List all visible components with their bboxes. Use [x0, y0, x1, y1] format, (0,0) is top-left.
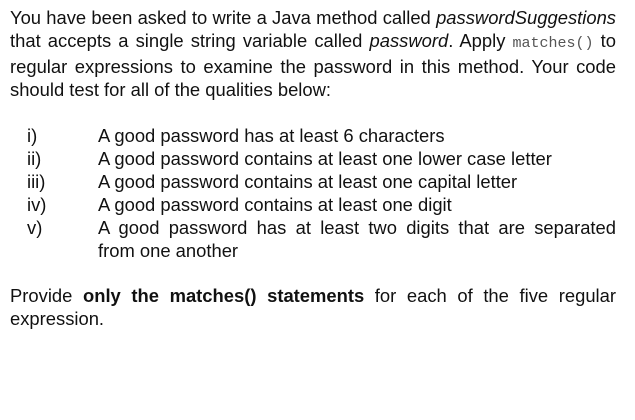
matches-code: matches(): [512, 35, 594, 52]
list-marker: iv): [27, 194, 47, 215]
list-item: [10, 170, 616, 193]
assignment-document: [10, 6, 616, 330]
list-text: A good password contains at least one lower case letter: [98, 148, 552, 169]
param-name: password: [369, 30, 449, 51]
list-item: [10, 124, 616, 147]
closing-bold: only the matches() statements: [82, 285, 365, 306]
list-marker: i): [27, 125, 38, 146]
list-text: A good password has at least 6 characters: [98, 125, 445, 146]
intro-text-2: that accepts a single string variable called: [10, 30, 363, 51]
intro-text-1: You have been asked to write a Java method called: [10, 7, 431, 28]
list-text: A good password contains at least one capital letter: [98, 171, 518, 192]
list-item: [10, 147, 616, 170]
list-item: [10, 216, 616, 262]
method-name: passwordSuggestions: [436, 7, 616, 28]
qualities-list: [10, 124, 616, 262]
list-item: [10, 193, 616, 216]
closing-paragraph: [10, 284, 616, 330]
list-marker: iii): [27, 171, 46, 192]
intro-paragraph: [10, 6, 616, 101]
intro-text-3: . Apply: [448, 30, 506, 51]
closing-suffix: for each of the five regular expression.: [10, 285, 616, 329]
list-text: A good password has at least two digits that are separated from one another: [98, 217, 616, 261]
intro-text-4: to regular expressions to examine the password in this method. Your code should test for all of the qualities below:: [10, 30, 616, 100]
list-marker: v): [27, 217, 43, 238]
list-text: A good password contains at least one digit: [98, 194, 452, 215]
list-marker: ii): [27, 148, 42, 169]
closing-prefix: Provide: [10, 285, 83, 306]
